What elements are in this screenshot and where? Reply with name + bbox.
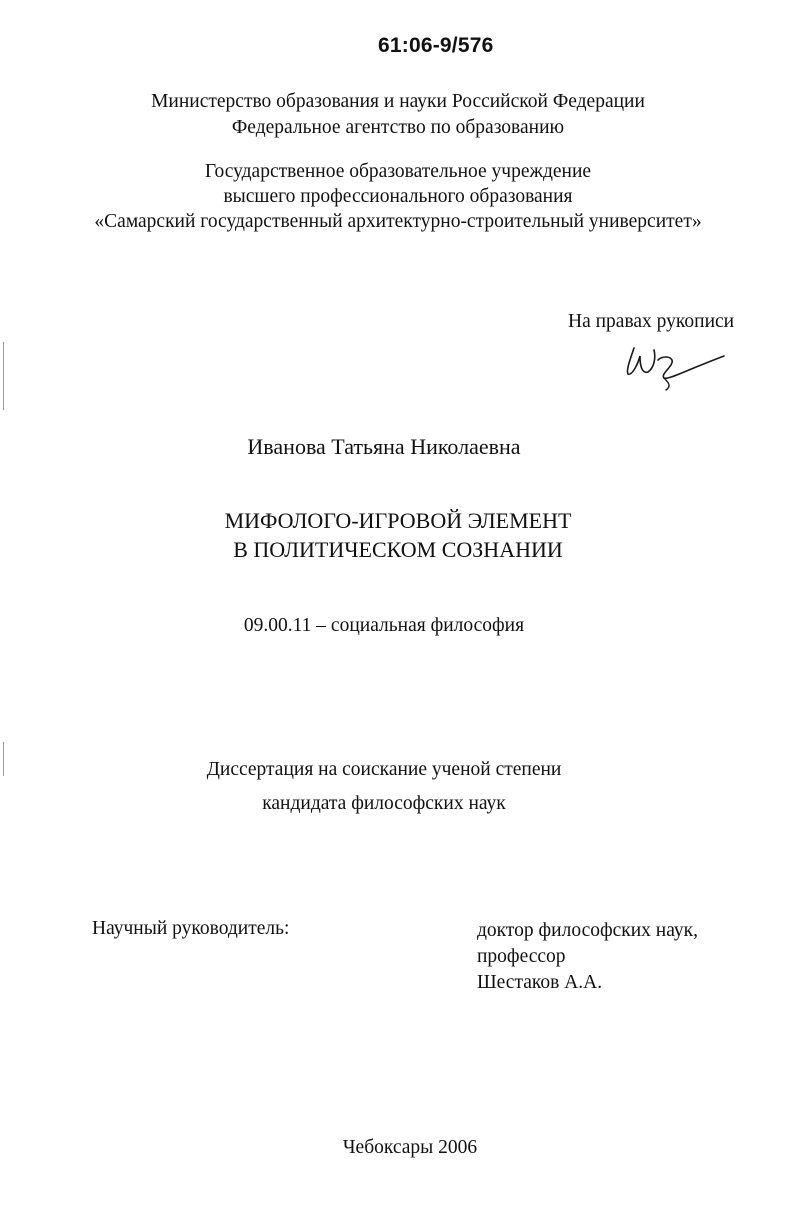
city-year: Чебоксары 2006 [342,1137,478,1158]
dissertation-line-2: кандидата философских наук [262,793,506,814]
specialty: 09.00.11 – социальная философия [243,615,525,636]
institution-line-1: Государственное образовательное учреждение [204,161,592,182]
supervisor-rank: профессор [477,946,566,967]
supervisor-info [477,918,698,996]
handwritten-signature [620,338,730,394]
institution-line-2: высшего профессионального образования [223,186,573,207]
manuscript-note: На правах рукописи [568,311,735,332]
title-line-1: МИФОЛОГО-ИГРОВОЙ ЭЛЕМЕНТ [224,508,572,533]
supervisor-name: Шестаков А.А. [477,972,603,993]
dissertation-line-1: Диссертация на соискание ученой степени [206,759,562,780]
institution-line-3: «Самарский государственный архитектурно-строительный университет» [94,211,702,232]
supervisor-degree: доктор философских наук, [477,920,698,941]
ministry-line-2: Федеральное агентство по образованию [231,117,565,138]
ministry-line-1: Министерство образования и науки Российской Федерации [151,91,645,112]
stamp-code: 61:06-9/576 [378,34,494,57]
author-name: Иванова Татьяна Николаевна [247,434,521,459]
title-line-2: В ПОЛИТИЧЕСКОМ СОЗНАНИИ [233,537,563,562]
supervisor-label: Научный руководитель: [92,918,290,939]
scan-edge-mark [3,342,4,410]
